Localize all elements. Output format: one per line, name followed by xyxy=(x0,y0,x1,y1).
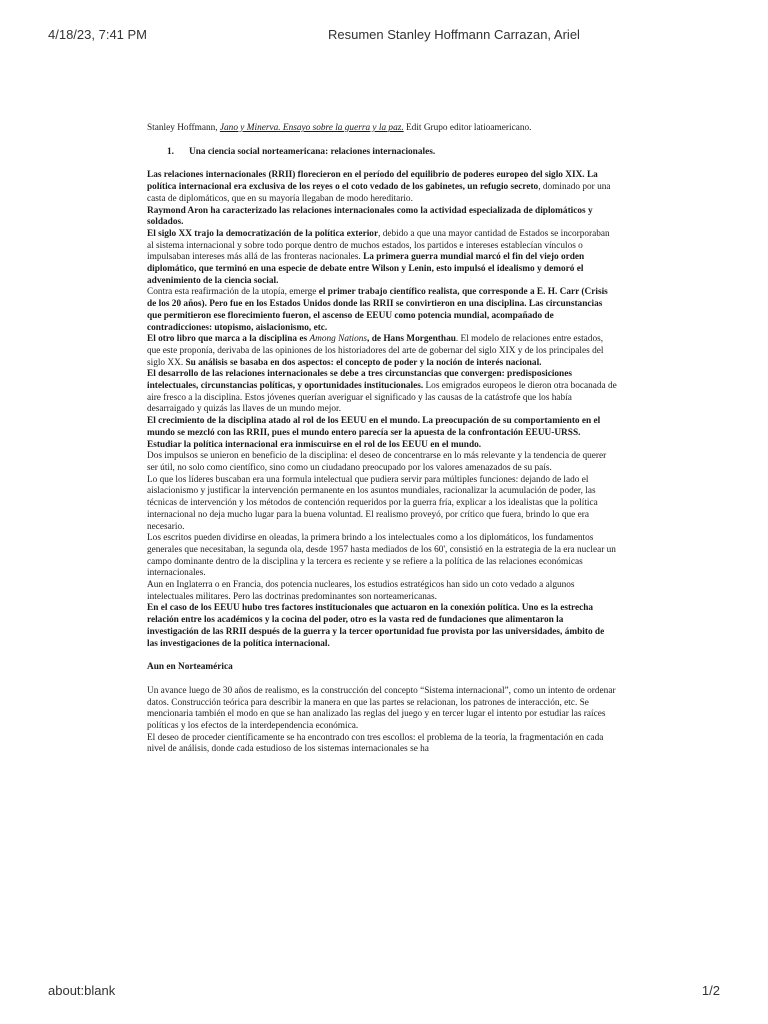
bold-text: El siglo XX trajo la democratización de la política exterior xyxy=(147,228,379,239)
section-number: 1. xyxy=(167,146,174,157)
text: , dominado por una casta de diplomáticos, que en su mayoría llegaban de modo hereditario. xyxy=(147,182,611,204)
text: , debido a que una mayor cantidad de Estados se incorporaban al sistema internacional y sobre todo porque dentro de muchos estados, los partidos e intereses establecían vínculos o impulsaban intereses más allá de las fronteras nacionales. xyxy=(147,228,610,263)
document-body xyxy=(147,123,617,756)
citation xyxy=(147,123,617,135)
paragraph xyxy=(147,334,617,369)
paragraph xyxy=(147,416,617,451)
text: Un avance luego de 30 años de realismo, es la construcción del concepto “Sistema internacional”, como un intento de ordenar datos. Construcción teórica para describir la manera en que las partes se relacionan, los patrones de interacción, etc. Se mencionaria también el modo en que se han analizado las reglas del juego y en tercer lugar el intento por estudiar las raíces políticas y los efectos de la interdependencia económica. xyxy=(147,685,616,732)
text: El deseo de proceder científicamente se ha encontrado con tres escollos: el problema de la teoría, la fragmentación en cada nivel de análisis, donde cada estudioso de los sistemas internacionales se ha xyxy=(147,732,604,755)
bold-text: La primera guerra mundial marcó el fin del viejo orden diplomático, que terminó en una especie de debate entre Wilson y Lenin, esto impulsó el idealismo y demoró el advenimiento de la ciencia social. xyxy=(147,252,585,286)
citation-author: Stanley Hoffmann, xyxy=(147,123,220,133)
bold-text: el primer trabajo científico realista, que corresponde a E. H. Carr (Crisis de los 20 años). Pero fue en los Estados Unidos donde las RRII se convirtieron en una disciplina. Las circunstancias que permitieron ese florecimiento fueron, el ascenso de EEUU como potencia mundial, acompañado de contradicciones: utopismo, aislacionismo, etc. xyxy=(147,287,608,333)
bold-text: Su análisis se basaba en dos aspectos: el concepto de poder y la noción de interés nacional. xyxy=(183,357,542,368)
bold-text: En el caso de los EEUU hubo tres factores institucionales que actuaron en la conexión política. Uno es la estrecha relación entre los académicos y la cocina del poder, otro es la vasta red de fundaciones que alimentaron la investigación de las RRII después de la guerra y la tercer oportunidad fue provista por las universidades, ámbito de las investigaciones de la política internacional. xyxy=(147,603,605,649)
print-header-datetime: 4/18/23, 7:41 PM xyxy=(48,27,148,42)
print-header-title: Resumen Stanley Hoffmann Carrazan, Ariel xyxy=(328,27,580,42)
paragraph xyxy=(147,733,617,756)
paragraph xyxy=(147,229,617,288)
text: Contra esta reafirmación de la utopía, emerge xyxy=(147,287,319,298)
paragraph xyxy=(147,287,617,334)
bold-text: Raymond Aron ha caracterizado las relaciones internacionales como la actividad especializada de diplomáticos y soldados. xyxy=(147,205,593,228)
paragraph xyxy=(147,603,617,650)
citation-publisher: Edit Grupo editor latioamericano. xyxy=(403,123,532,133)
bold-text: , de Hans Morgenthau xyxy=(367,334,456,345)
paragraph xyxy=(147,170,617,205)
paragraph xyxy=(147,580,617,603)
text: . El modelo de relaciones entre estados, que este proponía, derivaba de las opiniones de los historiadores del arte de gobernar del siglo XIX y de los principales del siglo XX. xyxy=(147,334,604,368)
bold-text: El crecimiento de la disciplina atado al rol de los EEUU en el mundo. La preocupación de su comportamiento en el mundo se mezcló con las RRII, pues el mundo entero parecía ser la apuesta de la confrontación EEUU-URSS. Estudiar la política internacional era inmiscuirse en el rol de los EEUU en el mundo. xyxy=(147,416,601,450)
subheading: Aun en Norteamérica xyxy=(147,662,233,673)
paragraph xyxy=(147,369,617,416)
print-footer-page-number: 1/2 xyxy=(701,983,720,998)
section-heading xyxy=(147,147,617,159)
text: Los escritos pueden dividirse en oleadas, la primera brindo a los intelectuales como a los diplomáticos, los fundamentos generales que necesitaban, la segunda ola, desde 1957 hasta mediados de los 60', consistió en la estrategia de la era nuclear un campo dominante dentro de la disciplina y la tercera es reciente y se refiere a la política de las relaciones económicas internacionales. xyxy=(147,533,616,579)
paragraph xyxy=(147,451,617,474)
bold-text: Las relaciones internacionales (RRII) florecieron en el período del equilibrio de poderes europeo del siglo XIX. La política internacional era exclusiva de los reyes o el coto vedado de los gabinetes, un refugio secreto xyxy=(147,170,598,193)
text: Lo que los líderes buscaban era una formula intelectual que pudiera servir para múltiples funciones: dejando de lado el aislacionismo y justificar la intervención permanente en los asuntos mundiales, racionalizar la acumulación de poder, las técnicas de intervención y los métodos de contención requeridos por la guerra fría, explicar a los idealistas que la política internacional no deja mucho lugar para la buena voluntad. El realismo proveyó, por crítico que fuera, brindo lo que era necesario. xyxy=(147,474,598,532)
paragraph xyxy=(147,686,617,733)
text: Dos impulsos se unieron en beneficio de la disciplina: el deseo de concentrarse en lo más relevante y la tendencia de querer ser útil, no solo como científico, sino como un ciudadano preocupado por los valores amenazados de su país. xyxy=(147,451,607,473)
section-title: Una ciencia social norteamericana: relaciones internacionales. xyxy=(189,146,436,157)
paragraph xyxy=(147,533,617,580)
bold-text: El otro libro que marca a la disciplina es xyxy=(147,334,310,345)
italic-text: Among Nations xyxy=(309,334,368,345)
text: Aun en Inglaterra o en Francia, dos potencia nucleares, los estudios estratégicos han sido un coto vedado a algunos intelectuales militares. Pero las doctrinas predominantes son norteamericanas. xyxy=(147,580,575,602)
citation-work: Jano y Minerva. Ensayo sobre la guerra y la paz. xyxy=(219,123,404,133)
text: Los emigrados europeos le dieron otra bocanada de aire fresco a la disciplina. Estos jóvenes querían averiguar el significado y las causas de la catástrofe que los había desarraigado y quizás las llaves de un mundo mejor. xyxy=(147,381,617,415)
print-footer-url: about:blank xyxy=(48,983,116,998)
paragraph xyxy=(147,475,617,534)
paragraph xyxy=(147,206,617,229)
bold-text: El desarrollo de las relaciones internacionales se debe a tres circunstancias que convergen: predisposiciones intelectuales, circunstancias políticas, y oportunidades institucionales. xyxy=(147,369,572,392)
